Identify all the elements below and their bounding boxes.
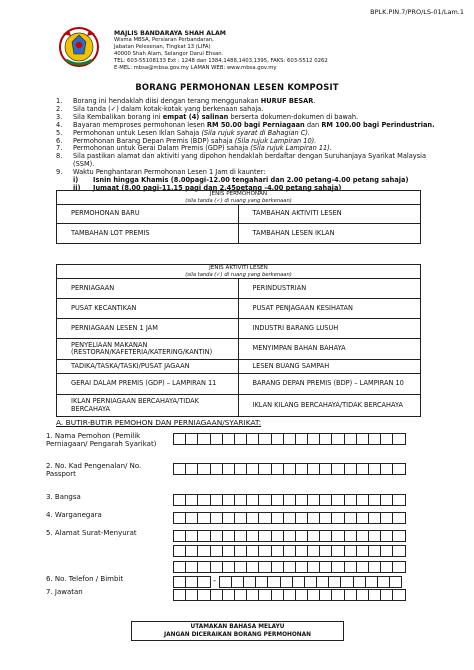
footer-line: JANGAN DICERAIKAN BORANG PERMOHONAN	[163, 632, 311, 638]
activity-type-option[interactable]: LESEN BUANG SAMPAH	[239, 360, 421, 374]
schedule-number: i)	[73, 176, 79, 185]
field-label: 3. Bangsa	[46, 493, 81, 501]
section-a-heading: A. BUTIR-BUTIR PEMOHON DAN PERNIAGAAN/SYARIKAT:	[56, 418, 262, 427]
character-box[interactable]	[392, 494, 405, 506]
character-input-boxes[interactable]	[173, 463, 405, 475]
activity-type-option[interactable]: INDUSTRI BARANG LUSUH	[239, 319, 421, 339]
section-header	[57, 265, 420, 279]
activity-type-option[interactable]: PERNIAGAAN	[57, 279, 239, 299]
application-type-option[interactable]: TAMBAHAN AKTIVITI LESEN	[239, 205, 421, 224]
instruction-number: 2.	[56, 104, 63, 113]
org-phone-fax: TEL: 603-55108133 Ext : 1248 dan 1384,1488,1403,1395, FAKS: 603-5512 0262	[114, 58, 328, 65]
org-address-line: Wisma MBSA, Persiaran Perbandaran,	[114, 37, 214, 44]
organization-block	[114, 30, 328, 73]
character-input-boxes[interactable]	[173, 561, 405, 573]
org-address-line: Jabatan Pelesenan, Tingkat 13 (LIFA)	[114, 44, 211, 51]
character-box[interactable]	[389, 576, 402, 588]
instruction-number: 8.	[56, 152, 63, 161]
application-type-option[interactable]: TAMBAHAN LOT PREMIS	[57, 224, 239, 243]
application-type-option[interactable]: TAMBAHAN LESEN IKLAN	[252, 228, 335, 237]
character-box[interactable]	[392, 589, 405, 601]
instruction-reference: (Sila rujuk Lampiran 11).	[250, 144, 332, 153]
instruction-number: 1.	[56, 97, 63, 105]
phone-separator: -	[213, 576, 216, 585]
activity-type-option[interactable]: GERAI DALAM PREMIS (GDP) – LAMPIRAN 11	[57, 374, 239, 395]
instruction-text: Permohonan Barang Depan Premis (BDP) sahaja (Sila rujuk Lampiran 10).	[73, 136, 317, 145]
field-label: 5. Alamat Surat-Menyurat	[46, 529, 137, 537]
instruction-text: Bayaran memproses permohonan lesen RM 50.00 bagi Perniagaan dan RM 100.00 bagi Perindustrian.	[73, 120, 435, 129]
instruction-item	[56, 153, 436, 169]
character-input-boxes[interactable]	[173, 545, 405, 557]
character-box[interactable]	[392, 463, 405, 475]
schedule-number: ii)	[73, 183, 81, 192]
character-box[interactable]	[392, 530, 405, 542]
character-box[interactable]	[392, 545, 405, 557]
instruction-text: Borang ini hendaklah diisi dengan terang menggunakan HURUF BESAR.	[73, 97, 316, 105]
instruction-number: 4.	[56, 120, 63, 129]
schedule-text: Jumaat (8.00 pagi-11.15 pagi dan 2.45petang -4.00 petang sahaja)	[93, 183, 342, 192]
activity-type-option[interactable]: TADIKA/TASKA/TASKI/PUSAT JAGAAN	[57, 360, 239, 374]
character-input-boxes[interactable]	[173, 512, 405, 524]
activity-type-option[interactable]: IKLAN KILANG BERCAHAYA/TIDAK BERCAHAYA	[252, 400, 404, 409]
instruction-number: 3.	[56, 112, 63, 121]
instruction-reference: (Sila rujuk Lampiran 10).	[234, 136, 317, 145]
application-type-option[interactable]: PERMOHONAN BARU	[57, 205, 239, 224]
instruction-reference: (Sila rujuk syarat di Bahagian C).	[201, 128, 310, 137]
character-box[interactable]	[392, 561, 405, 573]
form-reference-code: BPLK.PIN.7/PRO/LS-01/Lam.1	[370, 8, 464, 16]
footer-line: UTAMAKAN BAHASA MELAYU	[190, 624, 285, 630]
instruction-text: Sila pastikan alamat dan aktiviti yang dipohon hendaklah berdaftar dengan Suruhanjaya Syarikat Malaysia (SSM).	[73, 152, 426, 169]
field-label: 2. No. Kad Pengenalan/ No. Passport	[46, 462, 142, 479]
character-input-boxes[interactable]	[173, 530, 405, 542]
character-box[interactable]	[392, 433, 405, 445]
activity-type-option[interactable]: PENYELIAAN MAKANAN (RESTORAN/KAFETERIA/KATERING/KANTIN)	[57, 339, 239, 360]
character-input-boxes[interactable]	[173, 576, 401, 588]
activity-type-section	[56, 264, 421, 417]
field-label: 6. No. Telefon / Bimbit	[46, 575, 124, 583]
field-label: 1. Nama Pemohon (Pemilik Perniagaan/ Pengarah Syarikat)	[46, 432, 157, 449]
section-header	[57, 191, 420, 205]
instruction-number: 5.	[56, 128, 63, 137]
instruction-text: Sila Kembalikan borang ini empat (4) salinan berserta dokumen-dokumen di bawah.	[73, 112, 359, 121]
section-subtitle: (sila tanda (✓) di ruang yang berkenaan)	[185, 197, 292, 204]
org-email-web: E-MEL: mbsa@mbsa.gov.my LAMAN WEB: www.mbsa.gov.my	[114, 65, 277, 72]
instruction-text: Permohonan untuk Gerai Dalam Premis (GDP) sahaja (Sila rujuk Lampiran 11).	[73, 144, 332, 153]
instruction-text: Sila tanda (✓) dalam kotak-kotak yang berkenaan sahaja.	[73, 104, 264, 113]
section-subtitle: (sila tanda (✓) di ruang yang berkenaan)	[185, 271, 292, 278]
instructions-list	[56, 98, 436, 193]
activity-type-option[interactable]: PUSAT KECANTIKAN	[57, 299, 239, 319]
footer-note	[131, 621, 344, 641]
instruction-number: 6.	[56, 136, 63, 145]
mbsa-crest-logo	[58, 24, 100, 70]
instruction-emphasis: RM 100.00 bagi Perindustrian.	[321, 120, 435, 129]
field-label: 7. Jawatan	[46, 588, 83, 596]
schedule-text: Isnin hingga Khamis (8.00pagi-12.00 tengahari dan 2.00 petang-4.00 petang sahaja)	[93, 176, 409, 185]
activity-type-option[interactable]: PERINDUSTRIAN	[239, 279, 421, 299]
character-box[interactable]	[392, 512, 405, 524]
activity-type-option[interactable]: PERNIAGAAN LESEN 1 JAM	[57, 319, 239, 339]
instruction-emphasis: RM 50.00 bagi Perniagaan	[206, 120, 305, 129]
character-input-boxes[interactable]	[173, 589, 405, 601]
activity-type-option[interactable]: MENYIMPAN BAHAN BAHAYA	[239, 339, 421, 360]
instruction-emphasis: HURUF BESAR	[260, 97, 314, 105]
instruction-text: Waktu Penghantaran Permohonan Lesen 1 Jam di kaunter:	[73, 168, 266, 177]
org-name: MAJLIS BANDARAYA SHAH ALAM	[114, 30, 226, 37]
field-label: 4. Warganegara	[46, 511, 102, 519]
instruction-number: 9.	[56, 168, 63, 177]
activity-type-option[interactable]: BARANG DEPAN PREMIS (BDP) – LAMPIRAN 10	[239, 374, 421, 395]
application-type-section	[56, 190, 421, 244]
form-title: BORANG PERMOHONAN LESEN KOMPOSIT	[135, 82, 339, 92]
org-address-line: 40000 Shah Alam, Selangor Darul Ehsan.	[114, 51, 224, 58]
character-input-boxes[interactable]	[173, 494, 405, 506]
instruction-number: 7.	[56, 144, 63, 153]
activity-type-option[interactable]: PUSAT PENJAGAAN KESIHATAN	[239, 299, 421, 319]
character-input-boxes[interactable]	[173, 433, 405, 445]
instruction-emphasis: empat (4) salinan	[162, 112, 229, 121]
instruction-text: Permohonan untuk Lesen Iklan Sahaja (Sila rujuk syarat di Bahagian C).	[73, 128, 310, 137]
section-title: JENIS PERMOHONAN	[209, 191, 268, 197]
section-title: JENIS AKTIVITI LESEN	[209, 265, 268, 271]
activity-type-option[interactable]: IKLAN PERNIAGAAN BERCAHAYA/TIDAK BERCAHAYA	[57, 395, 239, 416]
